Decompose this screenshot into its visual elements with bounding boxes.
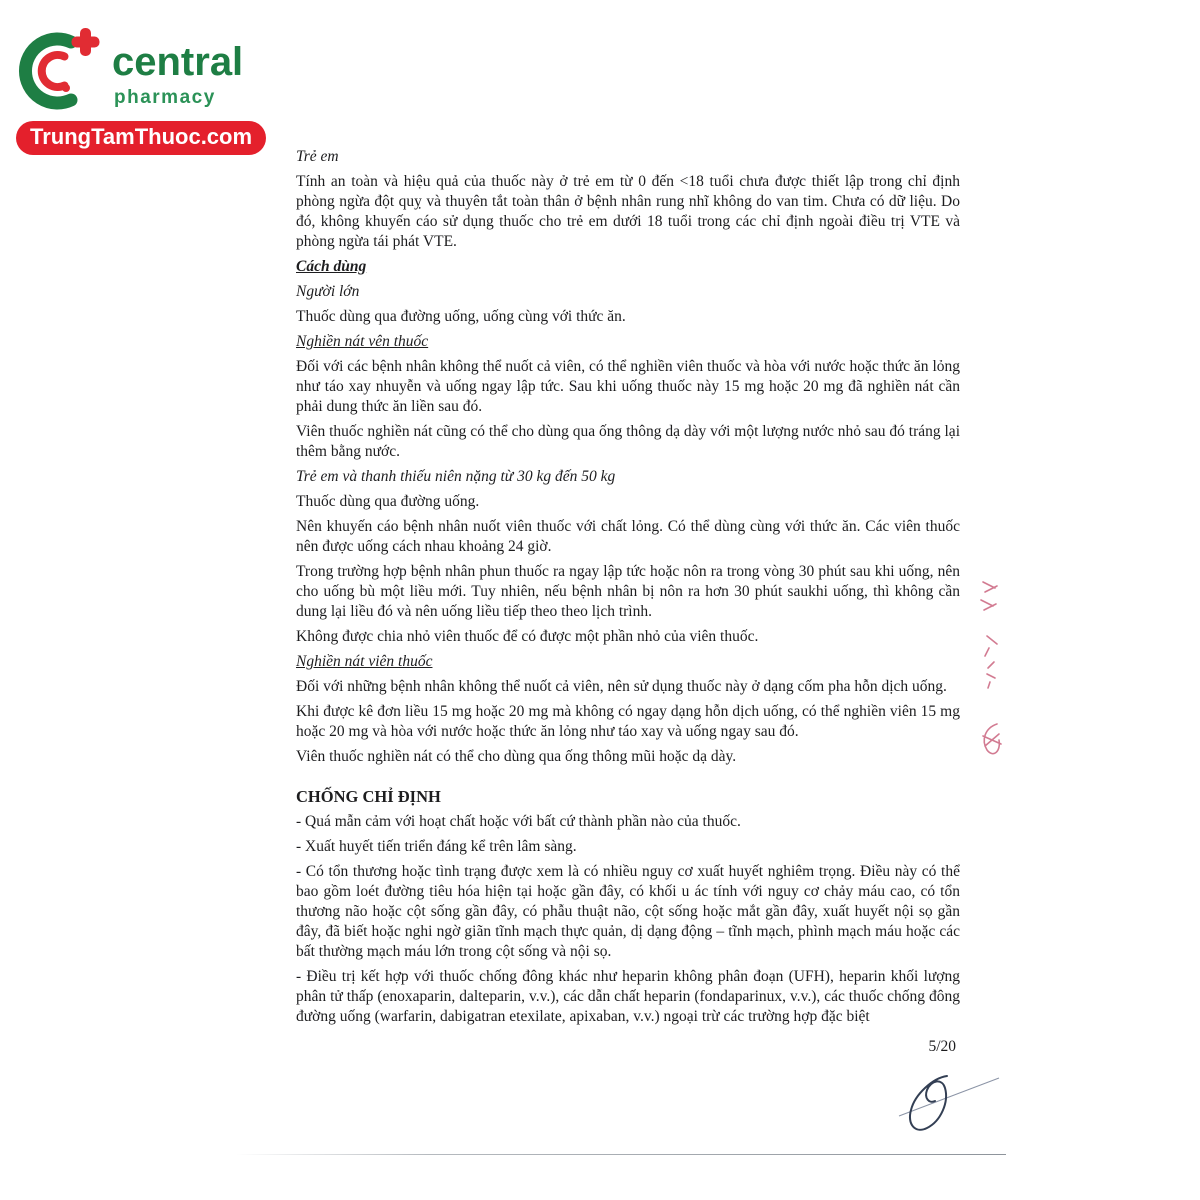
section-heading-chong-chi-dinh: CHỐNG CHỈ ĐỊNH bbox=[296, 787, 441, 806]
pharmacy-logo bbox=[14, 26, 253, 155]
paragraph: Nên khuyến cáo bệnh nhân nuốt viên thuốc với chất lỏng. Có thể dùng cùng với thức ăn. Các viên thuốc nên được uống cách nhau khoảng 24 giờ. bbox=[296, 518, 960, 555]
paragraph: Thuốc dùng qua đường uống. bbox=[296, 493, 480, 510]
contraindication-item: - Có tổn thương hoặc tình trạng được xem là có nhiều nguy cơ xuất huyết nghiêm trọng. Điều này có thể bao gồm loét đường tiêu hóa hiện tại hoặc gần đây, có khối u ác tính với nguy cơ chảy máu cao, có tổn thương não hoặc cột sống gần đây, có phẫu thuật não, cột sống hoặc mắt gần đây, xuất huyết nội sọ gần đây, đã biết hoặc nghi ngờ giãn tĩnh mạch thực quản, dị dạng động – tĩnh mạch, phình mạch máu hoặc các bất thường mạch máu lớn trong cột sống và nội sọ. bbox=[296, 863, 960, 960]
section-heading-tre-em: Trẻ em bbox=[296, 148, 339, 165]
red-ink-marks bbox=[975, 578, 1007, 778]
logo-subtitle-text: pharmacy bbox=[114, 87, 216, 108]
contraindication-item: - Quá mẫn cảm với hoạt chất hoặc với bất cứ thành phần nào của thuốc. bbox=[296, 813, 741, 830]
section-heading-nghien-nat-1: Nghiền nát vên thuốc bbox=[296, 333, 429, 350]
paragraph: Viên thuốc nghiền nát có thể cho dùng qua ống thông mũi hoặc dạ dày. bbox=[296, 748, 737, 765]
page-number: 5/20 bbox=[928, 1038, 956, 1055]
contraindication-item: - Xuất huyết tiến triển đáng kể trên lâm sàng. bbox=[296, 838, 577, 855]
paragraph: Không được chia nhỏ viên thuốc để có được một phần nhỏ của viên thuốc. bbox=[296, 628, 759, 645]
page-edge-line bbox=[236, 1154, 1006, 1155]
logo-website-banner: TrungTamThuoc.com bbox=[16, 121, 266, 155]
section-heading-cach-dung: Cách dùng bbox=[296, 258, 367, 275]
section-heading-nguoi-lon: Người lớn bbox=[296, 283, 360, 300]
paragraph: Tính an toàn và hiệu quả của thuốc này ở trẻ em từ 0 đến <18 tuổi chưa được thiết lập trong chỉ định phòng ngừa đột quỵ và thuyên tắt toàn thân ở bệnh nhân rung nhĩ không do van tim. Chưa có dữ liệu. Do đó, không khuyến cáo sử dụng thuốc cho trẻ em dưới 18 tuổi trong các chỉ định ngoài điều trị VTE và phòng ngừa tái phát VTE. bbox=[296, 173, 960, 250]
logo-row bbox=[14, 26, 249, 112]
logo-wordmark bbox=[112, 42, 243, 107]
section-heading-tre-em-30-50kg: Trẻ em và thanh thiếu niên nặng từ 30 kg đến 50 kg bbox=[296, 468, 616, 485]
paragraph: Trong trường hợp bệnh nhân phun thuốc ra ngay lập tức hoặc nôn ra trong vòng 30 phút sau khi uống, nên cho uống bù một liều mới. Tuy nhiên, nếu bệnh nhân bị nôn ra hơn 30 phút saukhi uống, thì không cần dung lại liều đó và nên uống liều tiếp theo theo lịch trình. bbox=[296, 563, 960, 620]
signature-scribble bbox=[895, 1068, 1005, 1148]
central-pharmacy-logo-icon bbox=[14, 26, 110, 112]
paragraph: Thuốc dùng qua đường uống, uống cùng với thức ăn. bbox=[296, 308, 626, 325]
section-heading-nghien-nat-2: Nghiền nát viên thuốc bbox=[296, 653, 433, 670]
paragraph: Khi được kê đơn liều 15 mg hoặc 20 mg mà không có ngay dạng hỗn dịch uống, có thể nghiền viên 15 mg hoặc 20 mg và hòa với nước hoặc thức ăn lỏng như táo xay và uống ngay sau đó. bbox=[296, 703, 960, 740]
document-body bbox=[296, 142, 960, 1062]
paragraph: Viên thuốc nghiền nát cũng có thể cho dùng qua ống thông dạ dày với một lượng nước nhỏ sau đó tráng lại thêm bằng nước. bbox=[296, 423, 960, 460]
logo-brand-text: central bbox=[112, 40, 244, 84]
contraindication-item: - Điều trị kết hợp với thuốc chống đông khác như heparin không phân đoạn (UFH), heparin khối lượng phân tử thấp (enoxaparin, dalteparin, v.v.), các dẫn chất heparin (fondaparinux, v.v.), các thuốc chống đông đường uống (warfarin, dabigatran etexilate, apixaban, v.v.) ngoại trừ các trường hợp đặc biệt bbox=[296, 968, 960, 1025]
paragraph: Đối với những bệnh nhân không thể nuốt cả viên, nên sử dụng thuốc này ở dạng cốm pha hỗn dịch uống. bbox=[296, 678, 947, 695]
paragraph: Đối với các bệnh nhân không thể nuốt cả viên, có thể nghiền viên thuốc và hòa với nước hoặc thức ăn lỏng như táo xay nhuyễn và uống ngay lập tức. Sau khi uống thuốc này 15 mg hoặc 20 mg đã nghiền nát cần phải dung thức ăn liền sau đó. bbox=[296, 358, 960, 415]
